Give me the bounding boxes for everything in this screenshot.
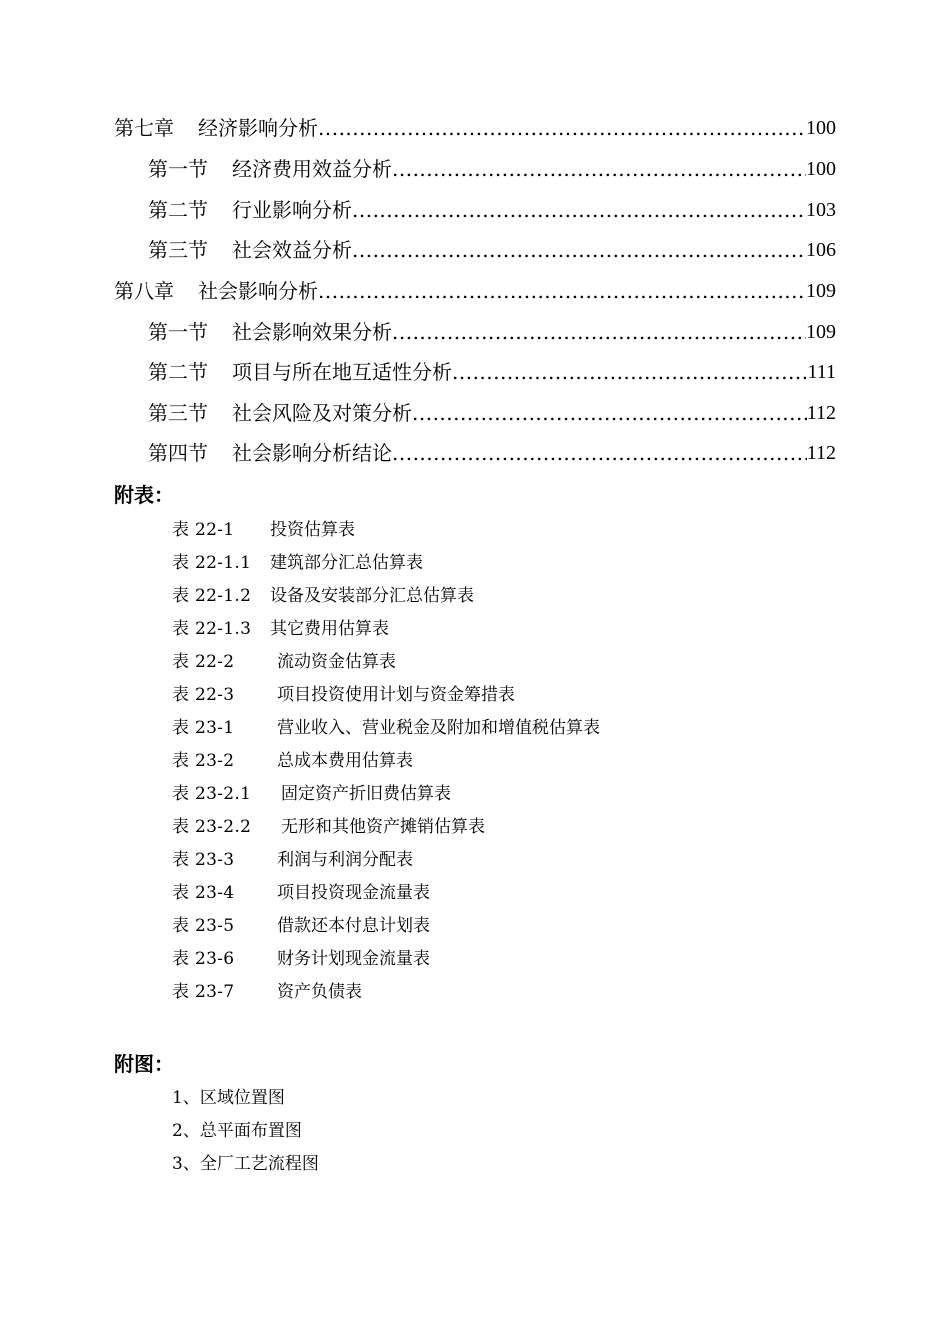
toc-page-number: 112: [806, 402, 836, 424]
toc-entry-section[interactable]: [148, 154, 836, 184]
table-code: 表 23-5: [172, 916, 235, 936]
table-code: 表 22-1: [172, 520, 235, 540]
toc-dot-leader: [352, 235, 806, 265]
table-name: 总成本费用估算表: [277, 751, 413, 771]
toc-page-number: 103: [806, 199, 836, 221]
toc-entry-number: 第四节: [148, 441, 208, 465]
table-code: 表 23-1: [172, 718, 235, 738]
table-code: 表 23-2.1: [172, 784, 252, 804]
toc-entry-number: 第七章: [114, 116, 174, 140]
table-name: 建筑部分汇总估算表: [270, 553, 423, 573]
toc-entry-section[interactable]: [148, 235, 836, 265]
toc-entry-section[interactable]: [148, 438, 836, 468]
toc-entry-number: 第八章: [114, 279, 174, 303]
toc-dot-leader: [392, 154, 806, 184]
table-code: 表 22-2: [172, 652, 235, 672]
toc-dot-leader: [392, 317, 806, 347]
table-name: 流动资金估算表: [277, 652, 396, 672]
toc-entry-title: 社会影响分析结论: [232, 441, 392, 465]
toc-dot-leader: [452, 357, 807, 387]
appendix-figure-item[interactable]: 2、总平面布置图: [172, 1121, 302, 1141]
toc-entry-section[interactable]: [148, 317, 836, 347]
toc-entry-number: 第三节: [148, 238, 208, 262]
table-code: 表 22-3: [172, 685, 235, 705]
appendix-figures-list: [172, 1082, 319, 1181]
appendix-figures-heading: 附图：: [114, 1052, 174, 1076]
toc-dot-leader: [318, 276, 806, 306]
toc-entry-number: 第二节: [148, 198, 208, 222]
toc-page-number: 112: [806, 442, 836, 464]
toc-entry-section[interactable]: [148, 357, 836, 387]
appendix-figure-item[interactable]: 3、全厂工艺流程图: [172, 1154, 319, 1174]
table-code: 表 23-3: [172, 850, 235, 870]
table-code: 表 23-2.2: [172, 817, 252, 837]
table-code: 表 23-7: [172, 982, 235, 1002]
table-name: 借款还本付息计划表: [277, 916, 430, 936]
appendix-figure-item[interactable]: 1、区域位置图: [172, 1088, 285, 1108]
table-name: 资产负债表: [277, 982, 362, 1002]
toc-entry-number: 第一节: [148, 320, 208, 344]
toc-page-number: 106: [806, 239, 836, 261]
toc-page-number: 109: [806, 321, 836, 343]
toc-entry-title: 社会影响分析: [198, 279, 318, 303]
table-code: 表 23-2: [172, 751, 235, 771]
toc-dot-leader: [392, 438, 807, 468]
toc-entry-chapter-8[interactable]: [114, 276, 836, 306]
toc-page-number: 111: [807, 361, 836, 383]
toc-page-number: 100: [806, 158, 836, 180]
table-name: 财务计划现金流量表: [277, 949, 430, 969]
toc-dot-leader: [318, 113, 806, 143]
toc-entry-section[interactable]: [148, 195, 836, 225]
table-name: 项目投资使用计划与资金筹措表: [277, 685, 515, 705]
table-code: 表 23-4: [172, 883, 235, 903]
toc-dot-leader: [412, 398, 807, 428]
toc-entry-number: 第三节: [148, 401, 208, 425]
toc-entry-title: 经济影响分析: [198, 116, 318, 140]
toc-entry-chapter-7[interactable]: [114, 113, 836, 143]
table-code: 表 22-1.1: [172, 553, 252, 573]
table-name: 项目投资现金流量表: [277, 883, 430, 903]
toc-page-number: 100: [806, 117, 836, 139]
table-name: 投资估算表: [270, 520, 355, 540]
table-name: 其它费用估算表: [270, 619, 389, 639]
toc-entry-title: 社会影响效果分析: [232, 320, 392, 344]
toc-entry-title: 行业影响分析: [232, 198, 352, 222]
table-code: 表 23-6: [172, 949, 235, 969]
toc-page-number: 109: [806, 280, 836, 302]
toc-entry-number: 第二节: [148, 360, 208, 384]
appendix-tables-heading: 附表：: [114, 483, 174, 507]
table-name: 利润与利润分配表: [277, 850, 413, 870]
table-name: 固定资产折旧费估算表: [281, 784, 451, 804]
toc-entry-section[interactable]: [148, 398, 836, 428]
toc-dot-leader: [352, 195, 806, 225]
table-code: 表 22-1.2: [172, 586, 252, 606]
toc-entry-title: 社会效益分析: [232, 238, 352, 262]
toc-entry-title: 项目与所在地互适性分析: [232, 360, 452, 384]
table-name: 设备及安装部分汇总估算表: [270, 586, 474, 606]
table-name: 营业收入、营业税金及附加和增值税估算表: [277, 718, 600, 738]
table-name: 无形和其他资产摊销估算表: [281, 817, 485, 837]
toc-entry-title: 经济费用效益分析: [232, 157, 392, 181]
toc-entry-number: 第一节: [148, 157, 208, 181]
table-code: 表 22-1.3: [172, 619, 252, 639]
toc-entry-title: 社会风险及对策分析: [232, 401, 412, 425]
